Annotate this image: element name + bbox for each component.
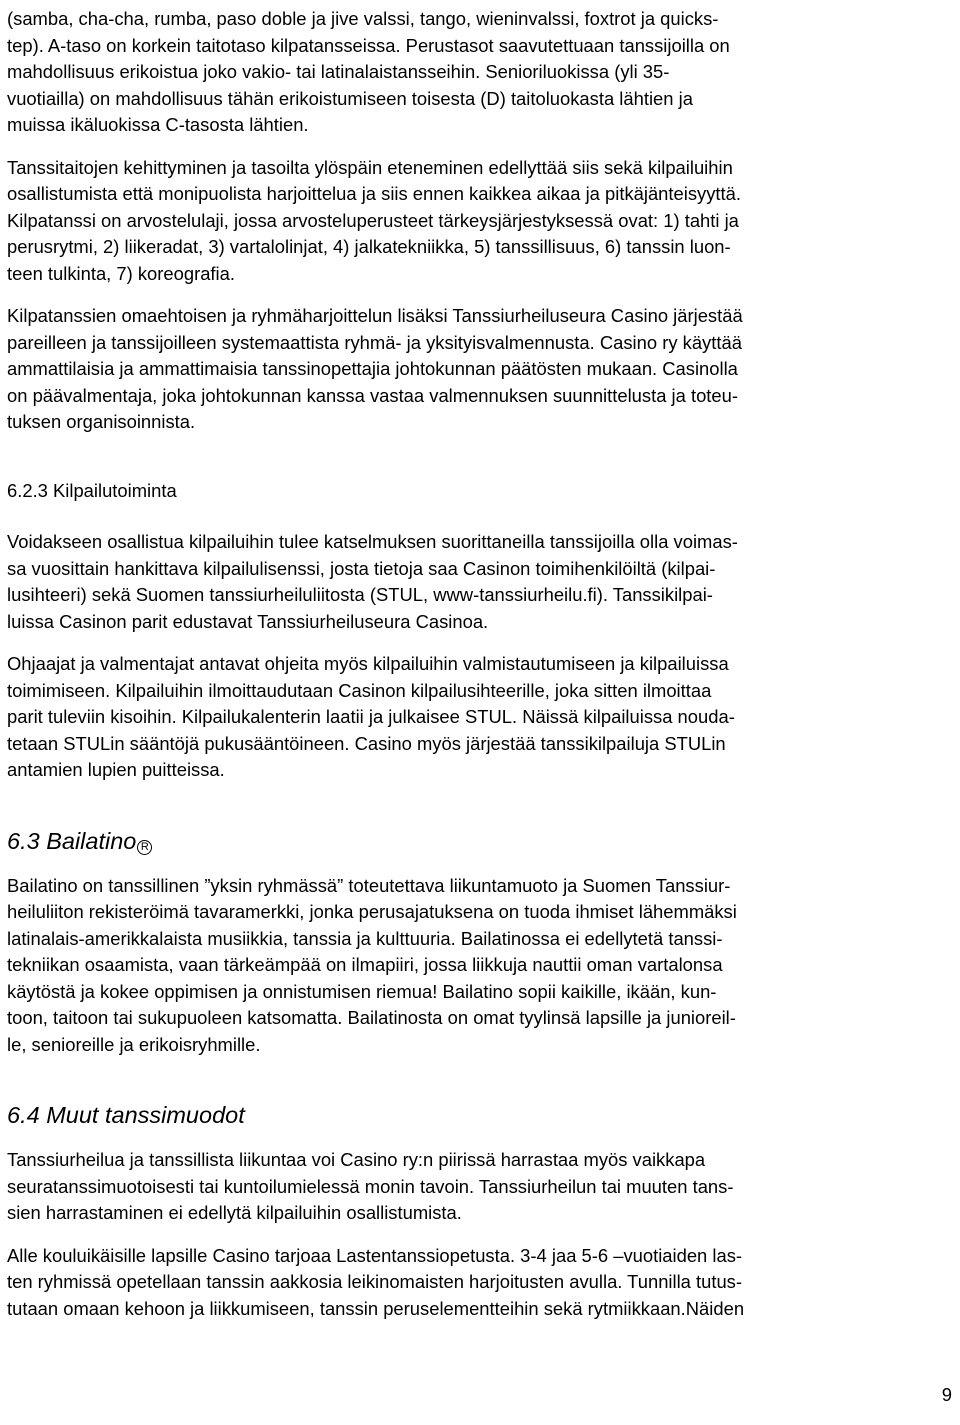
text-line: (samba, cha-cha, rumba, paso doble ja jive valssi, tango, wieninvalssi, foxtrot ja quicks- <box>7 8 719 29</box>
paragraph-skill-development <box>7 155 955 288</box>
text-line: luissa Casinon parit edustavat Tanssiurheiluseura Casinoa. <box>7 610 489 632</box>
text-line: teen tulkinta, 7) koreografia. <box>7 262 235 284</box>
text-line: Tanssitaitojen kehittyminen ja tasoilta ylöspäin eteneminen edellyttää siis sekä kilpailuihin <box>7 156 733 178</box>
section-heading-6-4: 6.4 Muut tanssimuodot <box>7 1102 245 1128</box>
text-line: vuotiailla) on mahdollisuus tähän erikoistumiseen toisesta (D) taitoluokasta lähtien ja <box>7 87 693 109</box>
section-heading-6-3 <box>7 826 955 856</box>
text-line: tetaan STULin sääntöjä pukusääntöineen. Casino myös järjestää tanssikilpailuja STULin <box>7 732 726 754</box>
text-line: tutaan omaan kehoon ja liikkumiseen, tanssin peruselementteihin sekä rytmiikkaan.Näiden <box>7 1297 745 1319</box>
text-line: toon, taitoon tai sukupuoleen katsomatta. Bailatinosta on omat tyylinsä lapsille ja junioreil- <box>7 1007 736 1028</box>
paragraph-license <box>7 529 955 635</box>
text-line: toimimiseen. Kilpailuihin ilmoittaudutaan Casinon kilpailusihteerille, joka sitten ilmoittaa <box>7 679 712 701</box>
text-line: mahdollisuus erikoistua joko vakio- tai latinalaistansseihin. Senioriluokissa (yli 35- <box>7 61 670 82</box>
paragraph-coaching <box>7 303 955 436</box>
document-page <box>7 0 955 1322</box>
text-line: sien harrastaminen ei edellytä kilpailuihin osallistumista. <box>7 1202 462 1223</box>
text-line: le, senioreille ja erikoisryhmille. <box>7 1033 261 1055</box>
text-line: Bailatino on tanssillinen ”yksin ryhmässä” toteutettava liikuntamuoto ja Suomen Tanssiur- <box>7 874 731 896</box>
text-line: sa vuosittain hankittava kilpailulisenssi, josta tietoja saa Casinon toimihenkilöiltä (kilpai- <box>7 557 716 579</box>
paragraph-latin-dances <box>7 6 955 139</box>
paragraph-other-forms <box>7 1147 955 1227</box>
paragraph-instructors <box>7 651 955 784</box>
text-line: seuratanssimuotoisesti tai kuntoilumielessä monin tavoin. Tanssiurheilun tai muuten tans- <box>7 1175 734 1197</box>
text-line: osallistumista että monipuolista harjoittelua ja siis ennen kaikkea aikaa ja pitkäjänteisyyttä. <box>7 183 741 204</box>
text-line: perusrytmi, 2) liikeradat, 3) vartalolinjat, 4) jalkatekniikka, 5) tanssillisuus, 6) tanssin luon- <box>7 236 731 257</box>
text-line: parit tuleviin kisoihin. Kilpailukalenterin laatii ja julkaisee STUL. Näissä kilpailuissa nouda- <box>7 706 735 727</box>
text-line: pareilleen ja tanssijoilleen systemaattista ryhmä- ja yksityisvalmennusta. Casino ry käyttää <box>7 331 742 353</box>
text-line: käytöstä ja kokee oppimisen ja onnistumisen riemua! Bailatino sopii kaikille, ikään, kun- <box>7 980 717 1002</box>
text-line: Ohjaajat ja valmentajat antavat ohjeita myös kilpailuihin valmistautumiseen ja kilpailuissa <box>7 653 729 674</box>
text-line: muissa ikäluokissa C-tasosta lähtien. <box>7 114 309 135</box>
registered-mark-icon: R <box>137 840 152 855</box>
section-heading-6-2-3: 6.2.3 Kilpailutoiminta <box>7 479 177 501</box>
text-line: heiluliiton rekisteröimä tavaramerkki, jonka perusajatuksena on tuoda ihmiset lähemmäksi <box>7 901 737 922</box>
text-line: Kilpatanssien omaehtoisen ja ryhmäharjoittelun lisäksi Tanssiurheiluseura Casino järjestää <box>7 305 743 326</box>
text-line: lusihteeri) sekä Suomen tanssiurheiluliitosta (STUL, www-tanssiurheilu.fi). Tanssikilpai- <box>7 584 713 605</box>
text-line: Tanssiurheilua ja tanssillista liikuntaa voi Casino ry:n piirissä harrastaa myös vaikkapa <box>7 1149 706 1170</box>
paragraph-children-dance <box>7 1243 955 1323</box>
text-line: on päävalmentaja, joka johtokunnan kanssa vastaa valmennuksen suunnittelusta ja toteu- <box>7 384 738 406</box>
text-line: latinalais-amerikkalaista musiikkia, tanssia ja kulttuuria. Bailatinossa ei edellytetä tanssi- <box>7 927 723 949</box>
text-line: ammattilaisia ja ammattimaisia tanssinopettajia johtokunnan päätösten mukaan. Casinolla <box>7 358 738 379</box>
text-line: tuksen organisoinnista. <box>7 411 196 432</box>
text-line: Kilpatanssi on arvostelulaji, jossa arvosteluperusteet tärkeysjärjestyksessä ovat: 1) tahti ja <box>7 209 739 231</box>
section-heading-6-3-text: 6.3 Bailatino <box>7 827 137 854</box>
page-number: 9 <box>941 1384 952 1405</box>
text-line: antamien lupien puitteissa. <box>7 759 225 780</box>
text-line: ten ryhmissä opetellaan tanssin aakkosia leikinomaisten harjoitusten avulla. Tunnilla tutus- <box>7 1271 743 1292</box>
text-line: Voidakseen osallistua kilpailuihin tulee katselmuksen suorittaneilla tanssijoilla olla voimas- <box>7 531 738 552</box>
text-line: Alle kouluikäisille lapsille Casino tarjoaa Lastentanssiopetusta. 3-4 jaa 5-6 –vuotiaiden las- <box>7 1244 743 1266</box>
paragraph-bailatino <box>7 873 955 1059</box>
text-line: tekniikan osaamista, vaan tärkeämpää on ilmapiiri, jossa liikkuja nauttii oman vartalonsa <box>7 954 723 975</box>
text-line: tep). A-taso on korkein taitotaso kilpatansseissa. Perustasot saavutettuaan tanssijoilla on <box>7 34 730 56</box>
